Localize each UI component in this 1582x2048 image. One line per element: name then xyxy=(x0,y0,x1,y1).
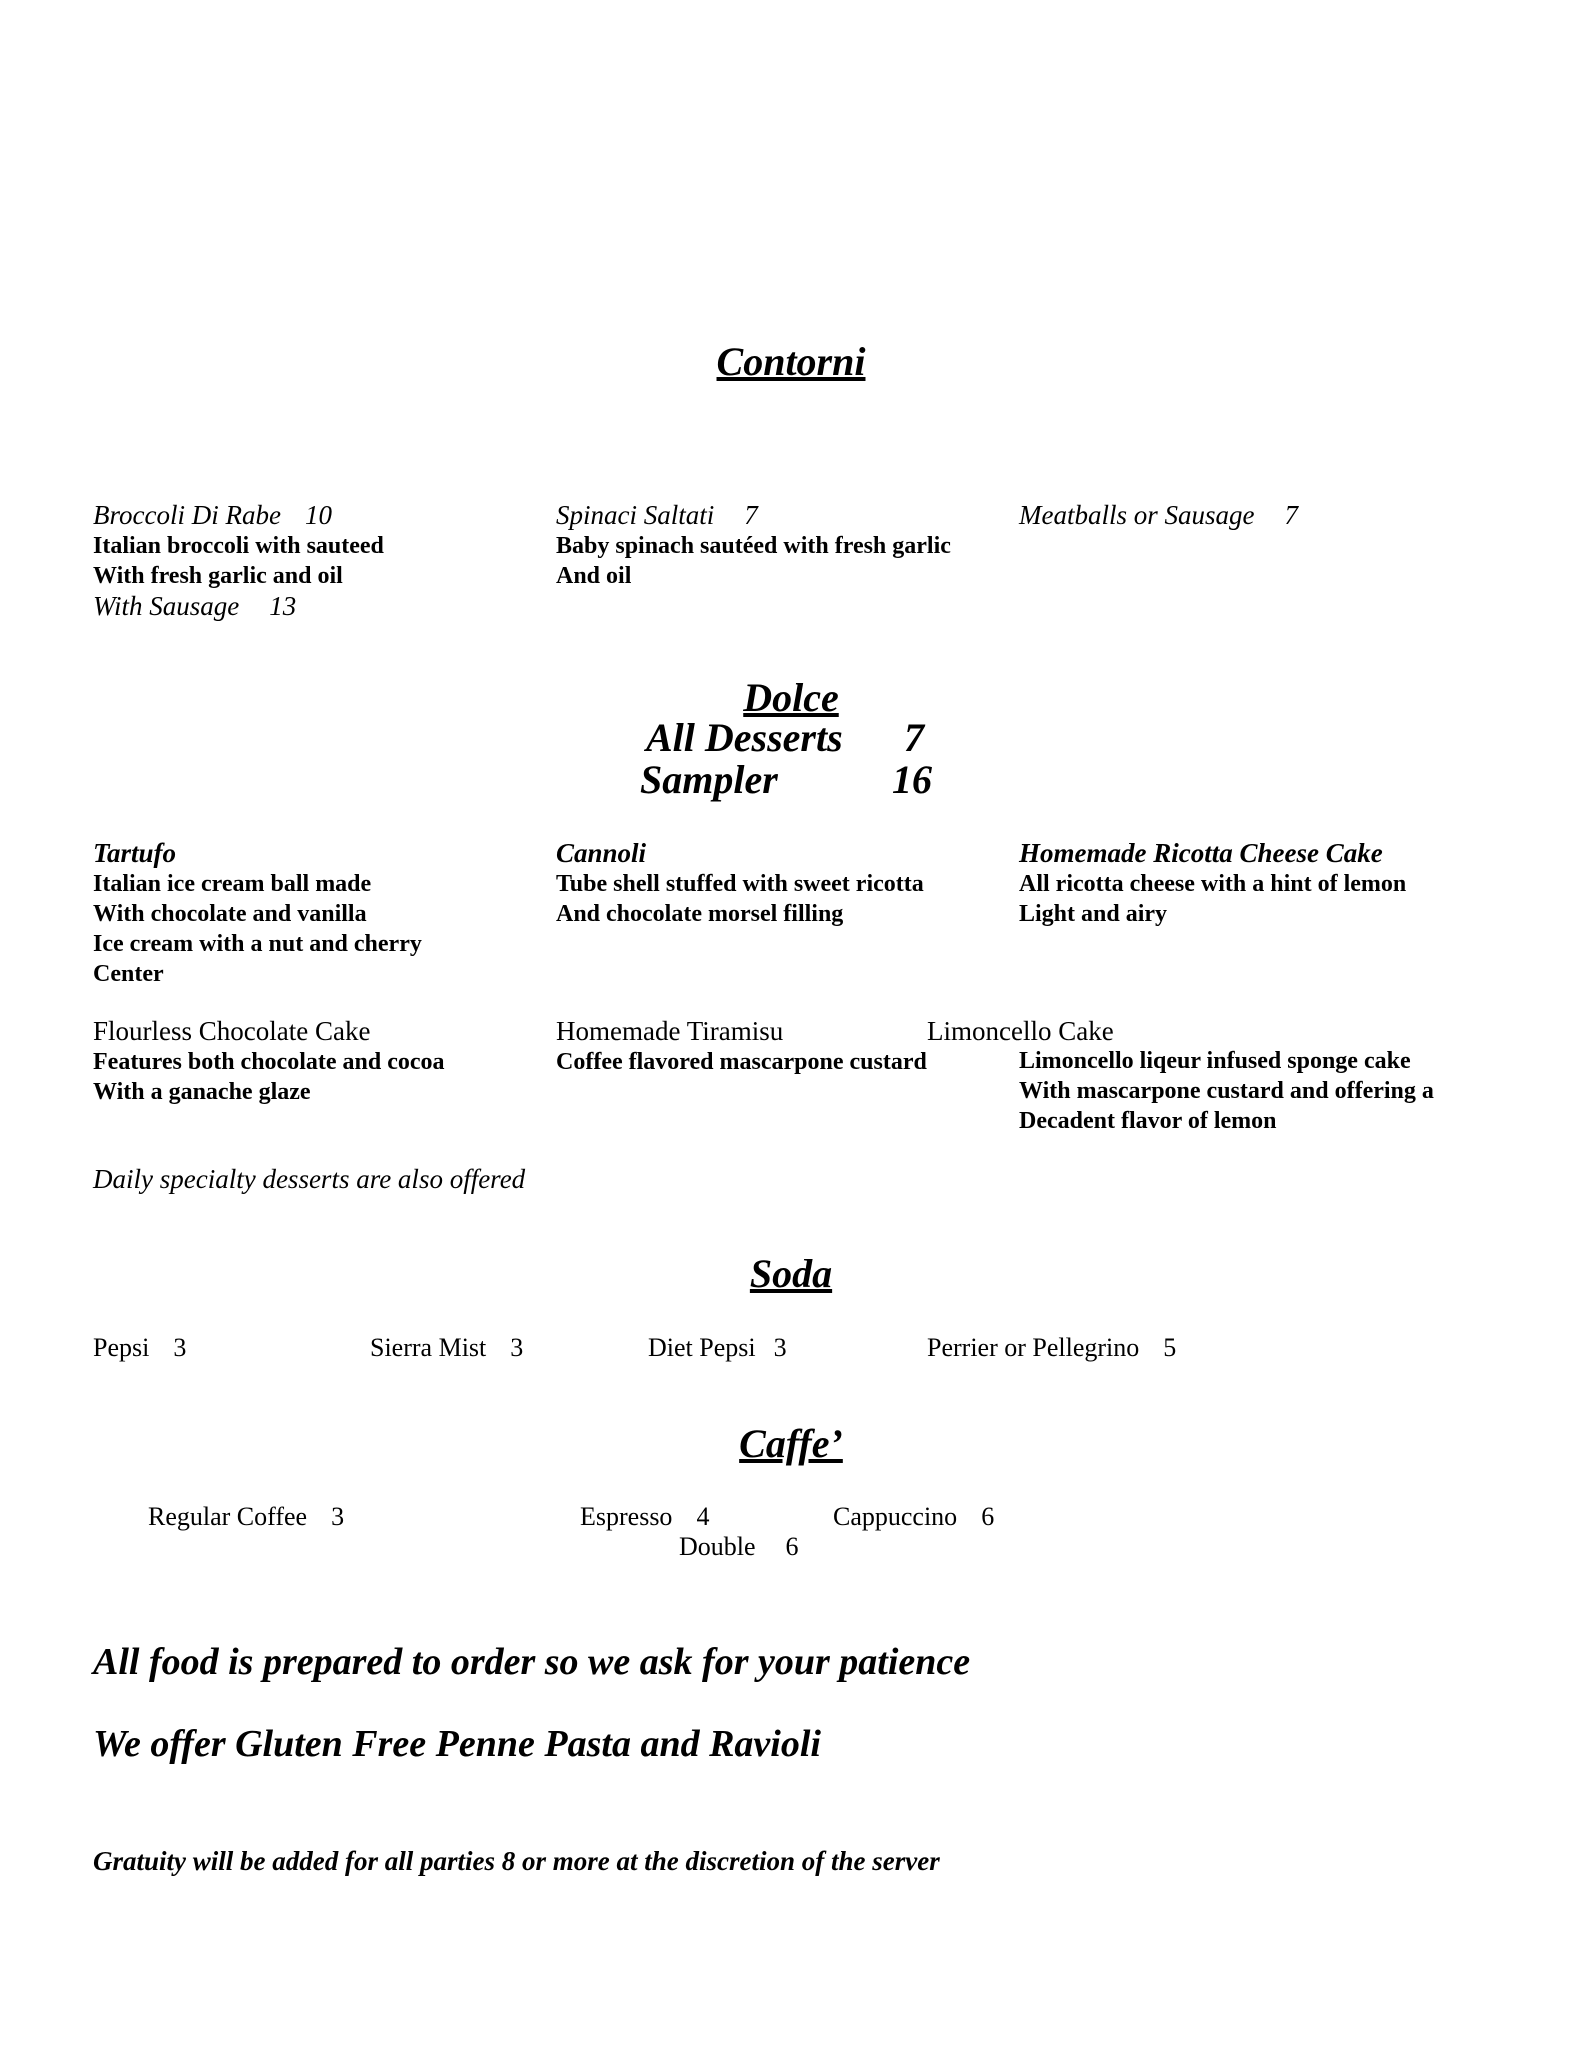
sampler-label: Sampler xyxy=(640,757,778,802)
item-description: Coffee flavored mascarpone custard xyxy=(556,1049,927,1075)
caffe-item: Double 6 xyxy=(679,1532,799,1561)
item-title: Tartufo xyxy=(93,838,177,868)
contorni-item-broccoli xyxy=(93,500,384,622)
dessert-item-tartufo xyxy=(93,838,422,989)
daily-specialty-note: Daily specialty desserts are also offered xyxy=(93,1164,526,1194)
patience-note: All food is prepared to order so we ask for your patience xyxy=(93,1641,971,1683)
dessert-item-limoncello-title: Limoncello Cake xyxy=(927,1016,1114,1046)
all-desserts-label: All Desserts xyxy=(646,715,843,760)
gluten-free-note: We offer Gluten Free Penne Pasta and Ravioli xyxy=(93,1723,821,1765)
soda-item: Diet Pepsi 3 xyxy=(648,1333,787,1362)
item-title: Broccoli Di Rabe 10 xyxy=(93,500,332,530)
contorni-heading: Contorni xyxy=(716,339,866,384)
sampler-price: 16 xyxy=(892,757,932,802)
item-extra-option: With Sausage 13 xyxy=(93,591,297,621)
soda-heading: Soda xyxy=(749,1251,833,1296)
soda-item: Sierra Mist 3 xyxy=(370,1333,524,1362)
item-description: Italian ice cream ball made With chocolate and vanilla Ice cream with a nut and cherry Center xyxy=(93,871,422,987)
all-desserts-price: 7 xyxy=(904,715,924,760)
caffe-item: Espresso 4 xyxy=(580,1502,710,1531)
soda-item: Perrier or Pellegrino 5 xyxy=(927,1333,1177,1362)
item-title: Homemade Tiramisu xyxy=(556,1016,784,1046)
caffe-heading: Caffe’ xyxy=(739,1421,843,1466)
caffe-item: Regular Coffee 3 xyxy=(148,1502,345,1531)
dessert-item-cannoli xyxy=(556,838,924,929)
dessert-item-tiramisu xyxy=(556,1016,927,1077)
item-title: Flourless Chocolate Cake xyxy=(93,1016,371,1046)
caffe-item: Cappuccino 6 xyxy=(833,1502,995,1531)
item-description: All ricotta cheese with a hint of lemon Light and airy xyxy=(1019,871,1407,927)
item-title: Spinaci Saltati 7 xyxy=(556,500,758,530)
gratuity-note: Gratuity will be added for all parties 8 or more at the discretion of the server xyxy=(93,1846,940,1876)
contorni-item-meatballs xyxy=(1019,500,1298,531)
dolce-heading: Dolce xyxy=(743,675,839,720)
item-description: Italian broccoli with sauteed With fresh garlic and oil xyxy=(93,533,384,589)
dessert-item-limoncello-description: Limoncello liqeur infused sponge cake With mascarpone custard and offering a Decadent flavor of lemon xyxy=(1019,1048,1434,1134)
item-title: Cannoli xyxy=(556,838,647,868)
dessert-item-ricotta-cheesecake xyxy=(1019,838,1406,929)
item-description: Features both chocolate and cocoa With a ganache glaze xyxy=(93,1049,445,1105)
dessert-item-flourless-chocolate xyxy=(93,1016,445,1107)
contorni-item-spinaci xyxy=(556,500,951,591)
item-title: Homemade Ricotta Cheese Cake xyxy=(1019,838,1383,868)
item-description: Baby spinach sautéed with fresh garlic And oil xyxy=(556,533,951,589)
item-description: Tube shell stuffed with sweet ricotta And chocolate morsel filling xyxy=(556,871,924,927)
item-title: Meatballs or Sausage 7 xyxy=(1019,500,1298,530)
soda-item: Pepsi 3 xyxy=(93,1333,187,1362)
